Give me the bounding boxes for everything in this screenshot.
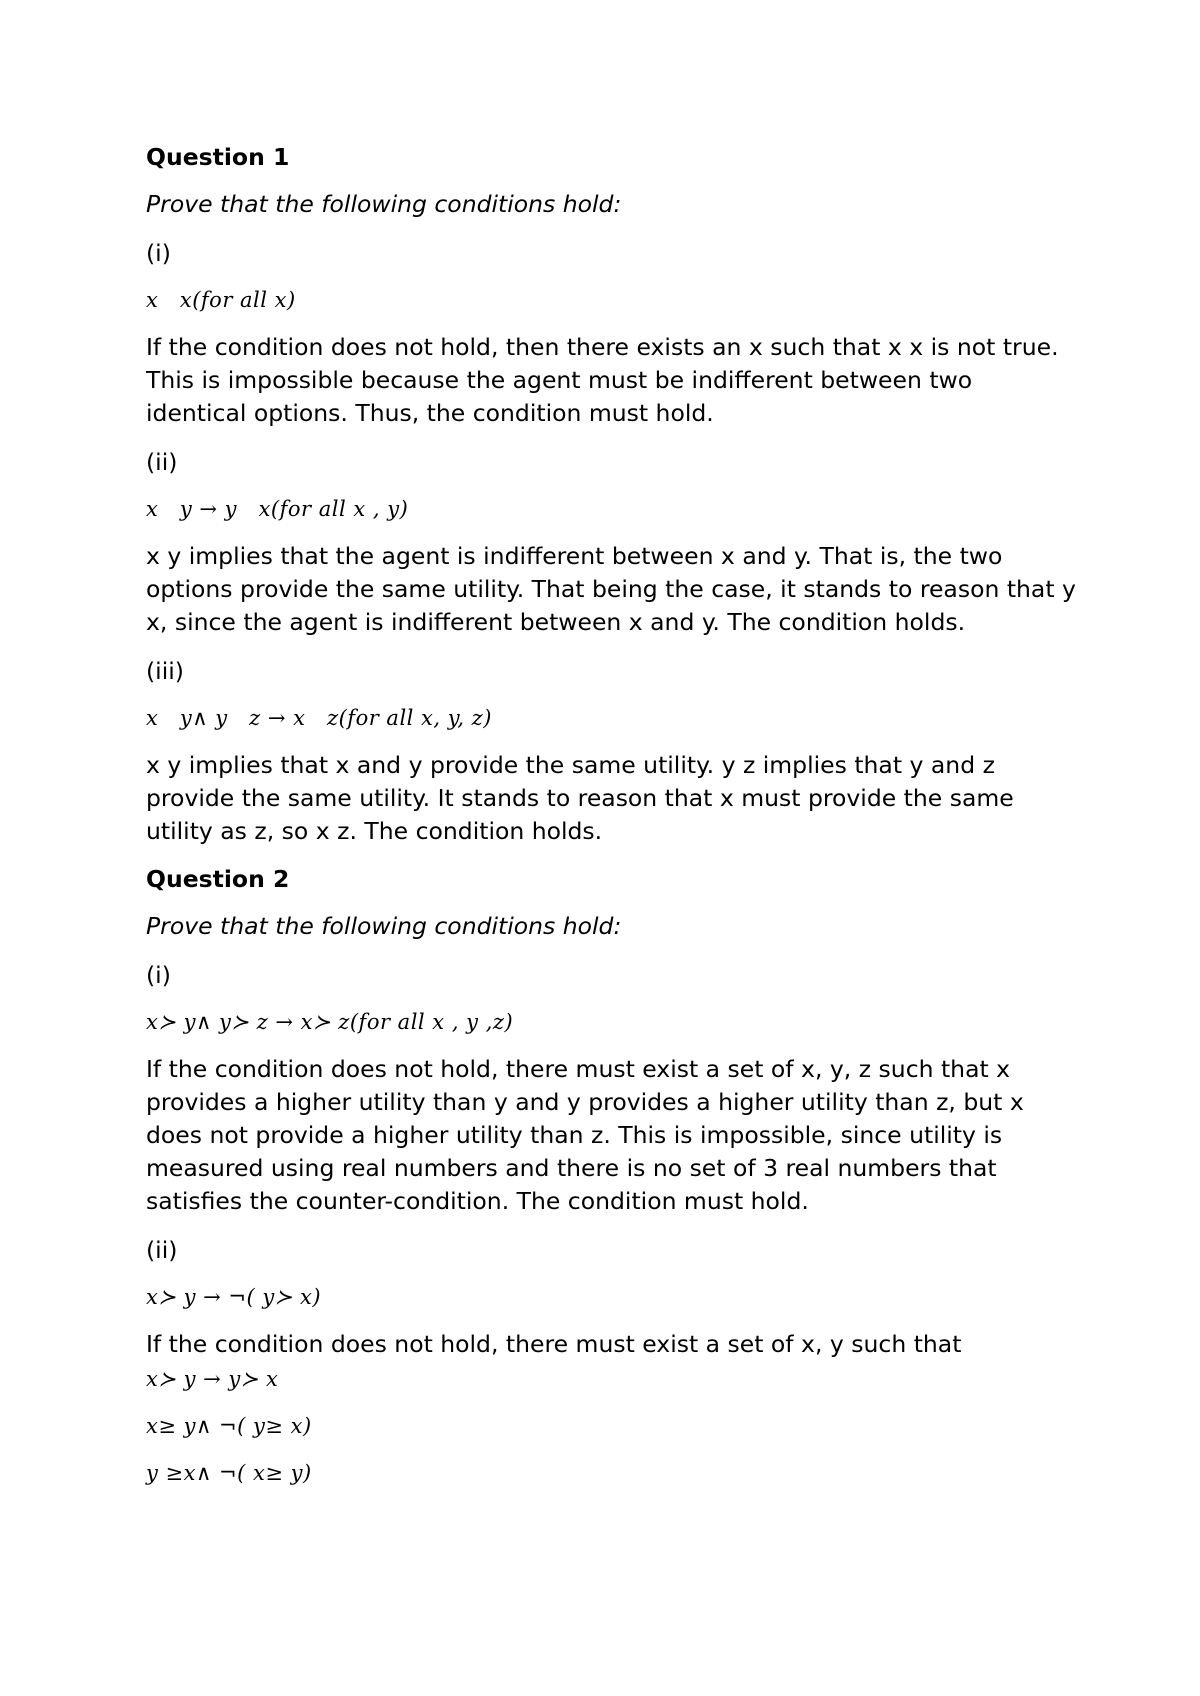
q2-part-i-label: (i) — [146, 961, 171, 989]
q1-part-i-explanation: If the condition does not hold, then there exists an x such that x x is not true. This is impossible because the agent must be indifferent between two identical options. Thus, the condition must hold. — [146, 333, 1059, 427]
question-1-prompt: Prove that the following conditions hold: — [146, 190, 622, 218]
q2-part-ii-formula-continued: x≻ y → y≻ x — [146, 1367, 279, 1391]
q2-part-ii-extra-formula-2: y ≥x∧ ¬( x≥ y) — [146, 1461, 312, 1485]
q2-part-i-explanation: If the condition does not hold, there must exist a set of x, y, z such that x provides a higher utility than y and y provides a higher utility than z, but x does not provide a higher utility than z. This is impossible, since utility is measured using real numbers and there is no set of 3 real numbers that satisfies the counter-condition. The condition must hold. — [146, 1055, 1024, 1215]
q1-part-i-formula: x x(for all x) — [146, 288, 296, 312]
q1-part-i-label: (i) — [146, 239, 171, 267]
q1-part-ii-explanation: x y implies that the agent is indifferent between x and y. That is, the two options provide the same utility. That being the case, it stands to reason that y x, since the agent is indifferent between x and y. The condition holds. — [146, 542, 1076, 636]
q1-part-ii-label: (ii) — [146, 448, 178, 476]
q2-part-i-formula: x≻ y∧ y≻ z → x≻ z(for all x , y ,z) — [146, 1010, 514, 1034]
document-content — [146, 142, 1076, 1504]
q2-part-ii-extra-formula-1: x≥ y∧ ¬( y≥ x) — [146, 1414, 312, 1438]
question-2-prompt: Prove that the following conditions hold: — [146, 912, 622, 940]
q2-part-ii-formula: x≻ y → ¬( y≻ x) — [146, 1285, 322, 1309]
q2-part-ii-explanation: If the condition does not hold, there must exist a set of x, y such that — [146, 1330, 962, 1358]
q1-part-iii-explanation: x y implies that x and y provide the same utility. y z implies that y and z provide the same utility. It stands to reason that x must provide the same utility as z, so x z. The condition holds. — [146, 751, 1014, 845]
question-2-heading: Question 2 — [146, 865, 290, 893]
q2-part-ii-label: (ii) — [146, 1236, 178, 1264]
q1-part-ii-formula: x y → y x(for all x , y) — [146, 497, 409, 521]
q1-part-iii-formula: x y∧ y z → x z(for all x, y, z) — [146, 706, 492, 730]
question-1-heading: Question 1 — [146, 143, 290, 171]
q1-part-iii-label: (iii) — [146, 657, 184, 685]
